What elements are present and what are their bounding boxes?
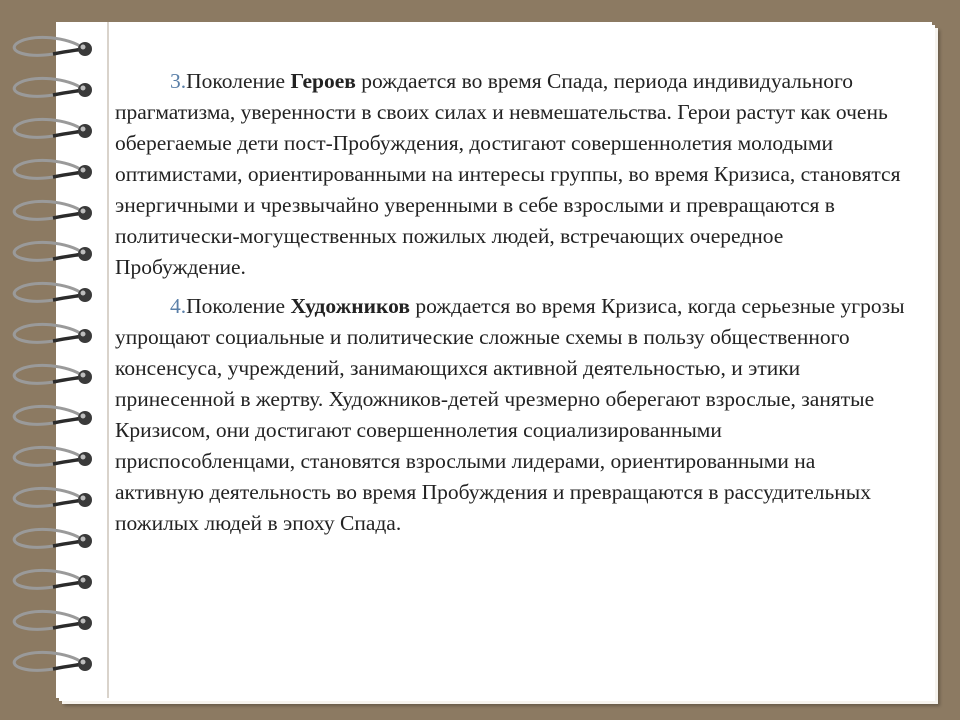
spiral-ring-icon (8, 278, 98, 312)
spiral-ring-icon (8, 524, 98, 558)
spiral-ring-icon (8, 32, 98, 66)
generation-name: Художников (290, 294, 410, 318)
spiral-ring-icon (8, 442, 98, 476)
spiral-ring-icon (8, 73, 98, 107)
spiral-ring-icon (8, 319, 98, 353)
spiral-ring-icon (8, 360, 98, 394)
paragraph-lead: Поколение (186, 294, 291, 318)
paragraph-body: рождается во время Спада, периода индивидуального прагматизма, уверенности в своих силах и невмешательства. Герои растут как очень оберегаемые дети пост-Пробуждения, достигают совершеннолетия молодыми оптимистами, ориентированными на интересы группы, во время Кризиса, становятся энергичными и чрезвычайно уверенными в себе взрослыми и превращаются в политически-могущественных пожилых людей, встречающих очередное Пробуждение. (115, 69, 901, 279)
paragraph-heroes (115, 66, 905, 283)
slide-text (115, 66, 905, 547)
list-number: 3. (170, 69, 187, 93)
spiral-ring-icon (8, 401, 98, 435)
paragraph-body: рождается во время Кризиса, когда серьезные угрозы упрощают социальные и политические сложные схемы в пользу общественного консенсуса, учреждений, занимающихся активной деятельностью, и этики принесенной в жертву. Художников-детей чрезмерно оберегают взрослые, занятые Кризисом, они достигают совершеннолетия социализированными приспособленцами, становятся взрослыми лидерами, ориентированными на активную деятельность во время Пробуждения и превращаются в рассудительных пожилых людей в эпоху Спада. (115, 294, 905, 535)
paragraph-lead: Поколение (186, 69, 291, 93)
spiral-ring-icon (8, 565, 98, 599)
spiral-ring-icon (8, 155, 98, 189)
spiral-ring-icon (8, 606, 98, 640)
spiral-binding (0, 0, 120, 720)
paragraph-artists (115, 291, 905, 539)
list-number: 4. (170, 294, 187, 318)
spiral-ring-icon (8, 196, 98, 230)
spiral-ring-icon (8, 114, 98, 148)
spiral-ring-icon (8, 483, 98, 517)
spiral-ring-icon (8, 237, 98, 271)
spiral-ring-icon (8, 647, 98, 681)
generation-name: Героев (290, 69, 356, 93)
